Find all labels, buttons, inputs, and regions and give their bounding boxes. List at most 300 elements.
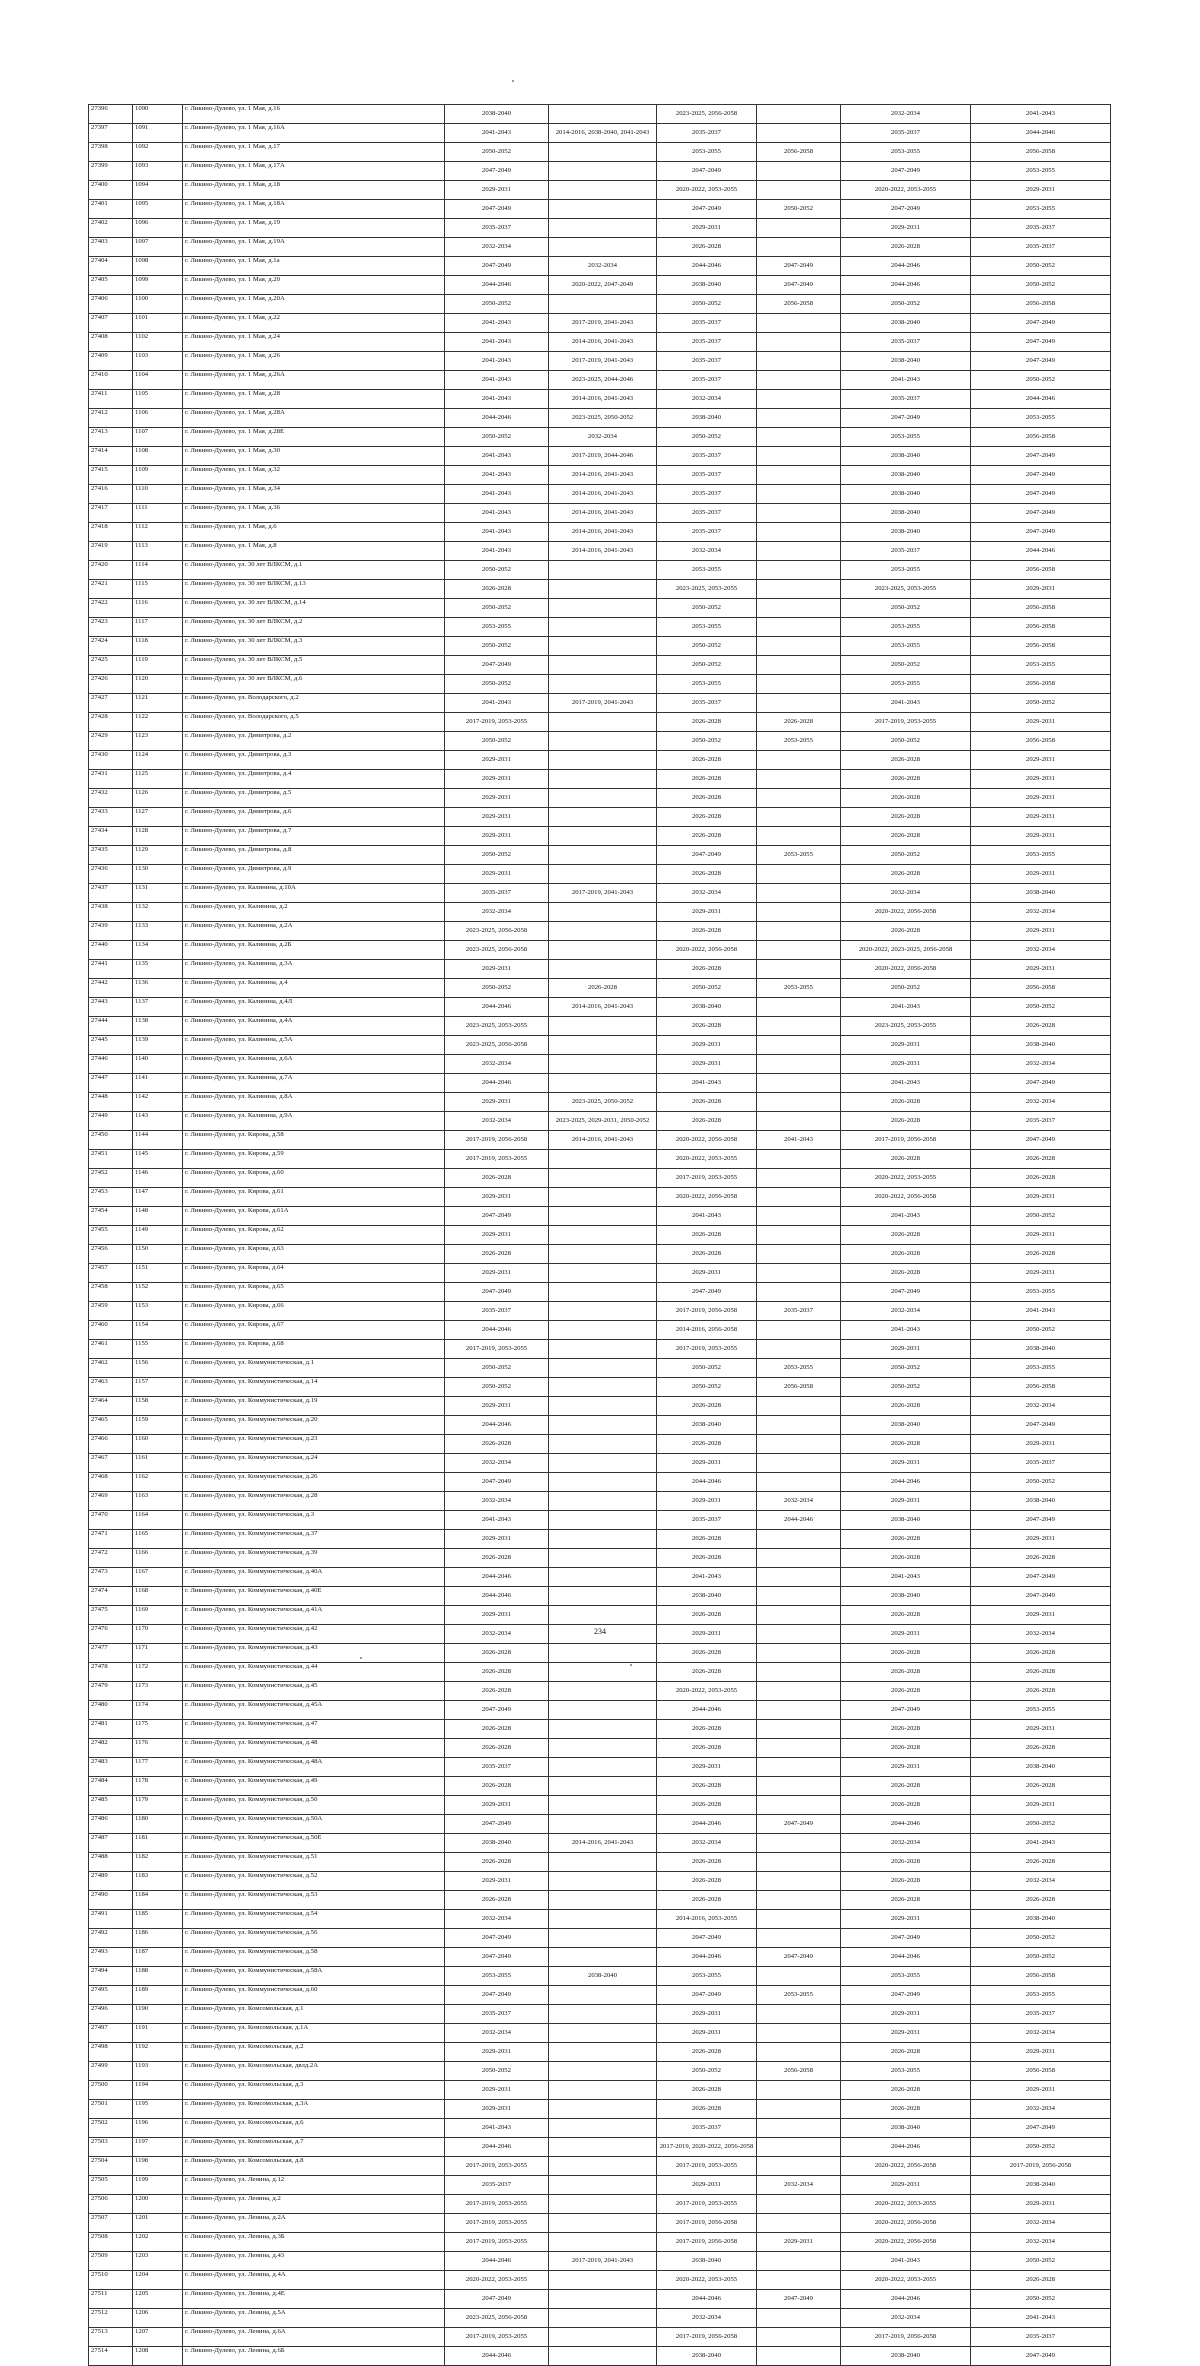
cell-p4: 2035-2037 xyxy=(757,1302,841,1321)
cell-p4: 2056-2058 xyxy=(757,1378,841,1397)
cell-p3: 2020-2022, 2053-2055 xyxy=(657,1150,757,1169)
cell-p4 xyxy=(757,637,841,656)
cell-address: г. Ликино-Дулево, ул. Коммунистическая, д.23 xyxy=(183,1435,445,1454)
cell-p1: 2029-2031 xyxy=(445,2043,549,2062)
cell-p1: 2050-2052 xyxy=(445,2062,549,2081)
cell-address: г. Ликино-Дулево, ул. Калинина, д.2 xyxy=(183,903,445,922)
cell-p3: 2020-2022, 2053-2055 xyxy=(657,181,757,200)
cell-address: г. Ликино-Дулево, ул. 30 лет ВЛКСМ, д.13 xyxy=(183,580,445,599)
cell-address: г. Ликино-Дулево, ул. Коммунистическая, д.20 xyxy=(183,1416,445,1435)
cell-id: 27457 xyxy=(89,1264,133,1283)
table-row xyxy=(89,1150,1111,1169)
cell-n: 1153 xyxy=(133,1302,183,1321)
cell-n: 1157 xyxy=(133,1378,183,1397)
cell-n: 1170 xyxy=(133,1625,183,1644)
cell-id: 27480 xyxy=(89,1701,133,1720)
cell-id: 27486 xyxy=(89,1815,133,1834)
cell-p4 xyxy=(757,1568,841,1587)
cell-p6: 2029-2031 xyxy=(971,2081,1111,2100)
cell-address: г. Ликино-Дулево, ул. Комсомольская, д.3 xyxy=(183,2081,445,2100)
cell-p1: 2032-2034 xyxy=(445,1492,549,1511)
cell-address: г. Ликино-Дулево, ул. 1 Мая, д.20А xyxy=(183,295,445,314)
cell-p3: 2026-2028 xyxy=(657,1549,757,1568)
cell-address: г. Ликино-Дулево, ул. Коммунистическая, д.1 xyxy=(183,1359,445,1378)
cell-p2: 2014-2016, 2041-2043 xyxy=(549,542,657,561)
cell-id: 27462 xyxy=(89,1359,133,1378)
cell-id: 27446 xyxy=(89,1055,133,1074)
cell-id: 27425 xyxy=(89,656,133,675)
cell-p1: 2050-2052 xyxy=(445,428,549,447)
cell-p5: 2026-2028 xyxy=(841,2043,971,2062)
table-row xyxy=(89,637,1111,656)
cell-p1: 2029-2031 xyxy=(445,1188,549,1207)
cell-p2 xyxy=(549,1587,657,1606)
cell-p4 xyxy=(757,1055,841,1074)
cell-id: 27396 xyxy=(89,105,133,124)
cell-n: 1182 xyxy=(133,1853,183,1872)
cell-p3: 2053-2055 xyxy=(657,1967,757,1986)
cell-p3: 2053-2055 xyxy=(657,675,757,694)
cell-n: 1127 xyxy=(133,808,183,827)
cell-p1: 2017-2019, 2053-2055 xyxy=(445,2233,549,2252)
cell-p4 xyxy=(757,2119,841,2138)
cell-p6: 2050-2052 xyxy=(971,371,1111,390)
table-row xyxy=(89,998,1111,1017)
cell-p6: 2044-2046 xyxy=(971,124,1111,143)
cell-id: 27456 xyxy=(89,1245,133,1264)
cell-p4: 2053-2055 xyxy=(757,846,841,865)
cell-address: г. Ликино-Дулево, ул. 1 Мая, д.22 xyxy=(183,314,445,333)
cell-p3: 2035-2037 xyxy=(657,1511,757,1530)
cell-p2 xyxy=(549,238,657,257)
cell-p4: 2044-2046 xyxy=(757,1511,841,1530)
cell-p3: 2017-2019, 2056-2058 xyxy=(657,1302,757,1321)
cell-p3: 2041-2043 xyxy=(657,1207,757,1226)
cell-p2 xyxy=(549,1511,657,1530)
cell-id: 27401 xyxy=(89,200,133,219)
cell-address: г. Ликино-Дулево, ул. Коммунистическая, д.14 xyxy=(183,1378,445,1397)
cell-p3: 2035-2037 xyxy=(657,371,757,390)
cell-n: 1173 xyxy=(133,1682,183,1701)
table-row xyxy=(89,865,1111,884)
cell-p1: 2017-2019, 2053-2055 xyxy=(445,1150,549,1169)
cell-p4 xyxy=(757,2309,841,2328)
cell-n: 1143 xyxy=(133,1112,183,1131)
cell-p5: 2026-2028 xyxy=(841,1796,971,1815)
cell-id: 27397 xyxy=(89,124,133,143)
cell-p6: 2032-2034 xyxy=(971,2024,1111,2043)
cell-p1: 2044-2046 xyxy=(445,1587,549,1606)
cell-p3: 2044-2046 xyxy=(657,257,757,276)
cell-address: г. Ликино-Дулево, ул. Комсомольская, д.8 xyxy=(183,2157,445,2176)
cell-p6: 2035-2037 xyxy=(971,2328,1111,2347)
cell-n: 1200 xyxy=(133,2195,183,2214)
cell-id: 27461 xyxy=(89,1340,133,1359)
cell-p4 xyxy=(757,1226,841,1245)
table-row xyxy=(89,1283,1111,1302)
cell-n: 1114 xyxy=(133,561,183,580)
cell-p6: 2053-2055 xyxy=(971,162,1111,181)
cell-p5: 2026-2028 xyxy=(841,1150,971,1169)
table-row xyxy=(89,2138,1111,2157)
cell-p6: 2041-2043 xyxy=(971,1834,1111,1853)
cell-p1: 2026-2028 xyxy=(445,1853,549,1872)
cell-p3: 2050-2052 xyxy=(657,1378,757,1397)
cell-n: 1175 xyxy=(133,1720,183,1739)
cell-p2 xyxy=(549,903,657,922)
cell-p6: 2050-2052 xyxy=(971,1815,1111,1834)
cell-p5: 2053-2055 xyxy=(841,637,971,656)
cell-p4 xyxy=(757,2328,841,2347)
table-row xyxy=(89,1511,1111,1530)
cell-p3: 2038-2040 xyxy=(657,409,757,428)
table-row xyxy=(89,124,1111,143)
cell-address: г. Ликино-Дулево, ул. Комсомольская, д.6 xyxy=(183,2119,445,2138)
cell-p6: 2032-2034 xyxy=(971,2214,1111,2233)
cell-address: г. Ликино-Дулево, ул. Ленина, д.6А xyxy=(183,2328,445,2347)
cell-address: г. Ликино-Дулево, ул. Калинина, д.4 xyxy=(183,979,445,998)
cell-p4 xyxy=(757,561,841,580)
cell-p5: 2047-2049 xyxy=(841,1929,971,1948)
table-row xyxy=(89,1454,1111,1473)
cell-address: г. Ликино-Дулево, ул. Коммунистическая, д.40Е xyxy=(183,1587,445,1606)
cell-p5: 2029-2031 xyxy=(841,2005,971,2024)
cell-n: 1164 xyxy=(133,1511,183,1530)
cell-address: г. Ликино-Дулево, ул. 30 лет ВЛКСМ, д.14 xyxy=(183,599,445,618)
cell-p1: 2032-2034 xyxy=(445,1625,549,1644)
cell-n: 1126 xyxy=(133,789,183,808)
cell-p3: 2032-2034 xyxy=(657,542,757,561)
cell-p1: 2035-2037 xyxy=(445,219,549,238)
cell-n: 1120 xyxy=(133,675,183,694)
cell-p6: 2032-2034 xyxy=(971,1625,1111,1644)
cell-address: г. Ликино-Дулево, ул. Димитрова, д.7 xyxy=(183,827,445,846)
cell-p3: 2044-2046 xyxy=(657,1815,757,1834)
cell-p3: 2053-2055 xyxy=(657,561,757,580)
table-row xyxy=(89,2005,1111,2024)
cell-p4 xyxy=(757,1853,841,1872)
cell-p1: 2041-2043 xyxy=(445,694,549,713)
cell-p2 xyxy=(549,1492,657,1511)
cell-p2 xyxy=(549,2309,657,2328)
cell-p2 xyxy=(549,2005,657,2024)
cell-p5: 2050-2052 xyxy=(841,599,971,618)
table-row xyxy=(89,409,1111,428)
cell-p2 xyxy=(549,2138,657,2157)
cell-p5: 2041-2043 xyxy=(841,371,971,390)
cell-p4 xyxy=(757,1245,841,1264)
cell-p6: 2029-2031 xyxy=(971,1264,1111,1283)
cell-p3: 2029-2031 xyxy=(657,903,757,922)
table-row xyxy=(89,1986,1111,2005)
cell-p4 xyxy=(757,2252,841,2271)
cell-address: г. Ликино-Дулево, ул. Кирова, д.61А xyxy=(183,1207,445,1226)
cell-p1: 2047-2049 xyxy=(445,1929,549,1948)
cell-p5: 2026-2028 xyxy=(841,827,971,846)
table-row xyxy=(89,561,1111,580)
cell-p4 xyxy=(757,2043,841,2062)
cell-p2 xyxy=(549,105,657,124)
cell-n: 1163 xyxy=(133,1492,183,1511)
cell-p5: 2035-2037 xyxy=(841,124,971,143)
cell-id: 27407 xyxy=(89,314,133,333)
cell-id: 27447 xyxy=(89,1074,133,1093)
cell-p6: 2026-2028 xyxy=(971,2271,1111,2290)
cell-p1: 2047-2049 xyxy=(445,1207,549,1226)
cell-p5: 2029-2031 xyxy=(841,1340,971,1359)
cell-address: г. Ликино-Дулево, ул. Володарского, д.5 xyxy=(183,713,445,732)
cell-id: 27423 xyxy=(89,618,133,637)
cell-p5: 2029-2031 xyxy=(841,1036,971,1055)
cell-p4: 2032-2034 xyxy=(757,2176,841,2195)
cell-p5: 2035-2037 xyxy=(841,333,971,352)
table-row xyxy=(89,580,1111,599)
cell-p5: 2026-2028 xyxy=(841,808,971,827)
cell-id: 27469 xyxy=(89,1492,133,1511)
cell-address: г. Ликино-Дулево, ул. Калинина, д.2Б xyxy=(183,941,445,960)
cell-p1: 2017-2019, 2053-2055 xyxy=(445,2195,549,2214)
cell-p2 xyxy=(549,181,657,200)
cell-id: 27458 xyxy=(89,1283,133,1302)
cell-p3: 2038-2040 xyxy=(657,276,757,295)
cell-address: г. Ликино-Дулево, ул. 1 Мая, д.8 xyxy=(183,542,445,561)
cell-p5: 2026-2028 xyxy=(841,1872,971,1891)
table-row xyxy=(89,1967,1111,1986)
table-row xyxy=(89,1036,1111,1055)
cell-p6: 2056-2058 xyxy=(971,599,1111,618)
cell-address: г. Ликино-Дулево, ул. Калинина, д.10А xyxy=(183,884,445,903)
table-row xyxy=(89,2100,1111,2119)
cell-address: г. Ликино-Дулево, ул. Ленина, д.3Б xyxy=(183,2233,445,2252)
cell-p6: 2035-2037 xyxy=(971,1454,1111,1473)
cell-p3: 2035-2037 xyxy=(657,124,757,143)
cell-p3: 2026-2028 xyxy=(657,1739,757,1758)
cell-p2 xyxy=(549,2271,657,2290)
cell-p5: 2053-2055 xyxy=(841,561,971,580)
cell-p5: 2026-2028 xyxy=(841,922,971,941)
cell-p4 xyxy=(757,485,841,504)
table-row xyxy=(89,143,1111,162)
cell-address: г. Ликино-Дулево, ул. 1 Мая, д.28 xyxy=(183,390,445,409)
cell-p3: 2044-2046 xyxy=(657,1473,757,1492)
cell-p4: 2047-2049 xyxy=(757,2290,841,2309)
cell-p3: 2050-2052 xyxy=(657,295,757,314)
cell-p6: 2029-2031 xyxy=(971,1796,1111,1815)
cell-p2 xyxy=(549,1321,657,1340)
cell-p2 xyxy=(549,2290,657,2309)
cell-p5: 2053-2055 xyxy=(841,618,971,637)
cell-p6: 2029-2031 xyxy=(971,713,1111,732)
cell-p4 xyxy=(757,1834,841,1853)
cell-n: 1136 xyxy=(133,979,183,998)
cell-address: г. Ликино-Дулево, ул. Ленина, д.5А xyxy=(183,2309,445,2328)
cell-p1: 2026-2028 xyxy=(445,1644,549,1663)
cell-p5: 2041-2043 xyxy=(841,1321,971,1340)
cell-p3: 2017-2019, 2056-2058 xyxy=(657,2328,757,2347)
cell-address: г. Ликино-Дулево, ул. Коммунистическая, д.39 xyxy=(183,1549,445,1568)
cell-p4 xyxy=(757,1549,841,1568)
cell-p6: 2017-2019, 2056-2058 xyxy=(971,2157,1111,2176)
cell-n: 1172 xyxy=(133,1663,183,1682)
cell-p1: 2047-2049 xyxy=(445,1701,549,1720)
cell-p5: 2023-2025, 2053-2055 xyxy=(841,1017,971,1036)
cell-p1: 2044-2046 xyxy=(445,1321,549,1340)
cell-p6: 2029-2031 xyxy=(971,789,1111,808)
cell-address: г. Ликино-Дулево, ул. Коммунистическая, д.51 xyxy=(183,1853,445,1872)
cell-p2 xyxy=(549,675,657,694)
table-row xyxy=(89,371,1111,390)
cell-p3: 2026-2028 xyxy=(657,789,757,808)
table-row xyxy=(89,466,1111,485)
cell-p4 xyxy=(757,960,841,979)
table-row xyxy=(89,1131,1111,1150)
table-row xyxy=(89,523,1111,542)
cell-p1: 2050-2052 xyxy=(445,143,549,162)
cell-p5: 2041-2043 xyxy=(841,1207,971,1226)
cell-n: 1161 xyxy=(133,1454,183,1473)
cell-p1: 2050-2052 xyxy=(445,561,549,580)
cell-p6: 2029-2031 xyxy=(971,865,1111,884)
cell-p3: 2026-2028 xyxy=(657,1435,757,1454)
cell-id: 27499 xyxy=(89,2062,133,2081)
table-row xyxy=(89,1663,1111,1682)
cell-p2 xyxy=(549,143,657,162)
cell-p3: 2050-2052 xyxy=(657,732,757,751)
cell-id: 27490 xyxy=(89,1891,133,1910)
cell-p3: 2017-2019, 2053-2055 xyxy=(657,2195,757,2214)
cell-p3: 2035-2037 xyxy=(657,466,757,485)
table-row xyxy=(89,162,1111,181)
cell-p3: 2029-2031 xyxy=(657,1055,757,1074)
cell-p1: 2017-2019, 2053-2055 xyxy=(445,2328,549,2347)
cell-p2 xyxy=(549,1701,657,1720)
cell-p2 xyxy=(549,1036,657,1055)
cell-p5: 2038-2040 xyxy=(841,523,971,542)
cell-p2: 2023-2025, 2050-2052 xyxy=(549,409,657,428)
cell-p6: 2047-2049 xyxy=(971,1074,1111,1093)
cell-p5: 2050-2052 xyxy=(841,1378,971,1397)
cell-n: 1142 xyxy=(133,1093,183,1112)
cell-p6: 2056-2058 xyxy=(971,1967,1111,1986)
cell-p6: 2056-2058 xyxy=(971,675,1111,694)
cell-p1: 2041-2043 xyxy=(445,371,549,390)
cell-address: г. Ликино-Дулево, ул. 1 Мая, д.28А xyxy=(183,409,445,428)
cell-p6: 2026-2028 xyxy=(971,1739,1111,1758)
cell-p5: 2026-2028 xyxy=(841,1226,971,1245)
cell-p1: 2047-2049 xyxy=(445,200,549,219)
cell-p1: 2032-2034 xyxy=(445,2024,549,2043)
cell-address: г. Ликино-Дулево, ул. Коммунистическая, д.50Е xyxy=(183,1834,445,1853)
cell-p1: 2044-2046 xyxy=(445,2138,549,2157)
cell-id: 27506 xyxy=(89,2195,133,2214)
cell-p1: 2026-2028 xyxy=(445,1245,549,1264)
cell-id: 27484 xyxy=(89,1777,133,1796)
cell-address: г. Ликино-Дулево, ул. Димитрова, д.4 xyxy=(183,770,445,789)
cell-address: г. Ликино-Дулево, ул. 1 Мая, д.19 xyxy=(183,219,445,238)
table-row xyxy=(89,1739,1111,1758)
cell-p4 xyxy=(757,2195,841,2214)
cell-p2 xyxy=(549,1188,657,1207)
cell-p4 xyxy=(757,1701,841,1720)
cell-id: 27481 xyxy=(89,1720,133,1739)
cell-p4 xyxy=(757,314,841,333)
cell-n: 1158 xyxy=(133,1397,183,1416)
cell-p5: 2026-2028 xyxy=(841,770,971,789)
cell-p6: 2050-2052 xyxy=(971,1948,1111,1967)
table-row xyxy=(89,219,1111,238)
cell-id: 27509 xyxy=(89,2252,133,2271)
cell-p1: 2020-2022, 2053-2055 xyxy=(445,2271,549,2290)
cell-p1: 2026-2028 xyxy=(445,1720,549,1739)
cell-p5: 2020-2022, 2053-2055 xyxy=(841,2271,971,2290)
cell-p6: 2053-2055 xyxy=(971,409,1111,428)
cell-p3: 2035-2037 xyxy=(657,333,757,352)
cell-p4 xyxy=(757,1169,841,1188)
cell-p4: 2053-2055 xyxy=(757,979,841,998)
cell-address: г. Ликино-Дулево, ул. Коммунистическая, д.42 xyxy=(183,1625,445,1644)
cell-p2 xyxy=(549,713,657,732)
cell-p4 xyxy=(757,542,841,561)
cell-p1: 2017-2019, 2053-2055 xyxy=(445,2157,549,2176)
cell-id: 27421 xyxy=(89,580,133,599)
cell-p5: 2026-2028 xyxy=(841,751,971,770)
cell-p3: 2026-2028 xyxy=(657,1891,757,1910)
cell-p1: 2029-2031 xyxy=(445,770,549,789)
cell-id: 27470 xyxy=(89,1511,133,1530)
cell-p5: 2029-2031 xyxy=(841,1625,971,1644)
cell-p5: 2038-2040 xyxy=(841,2347,971,2366)
cell-p3: 2047-2049 xyxy=(657,1283,757,1302)
cell-p3: 2032-2034 xyxy=(657,2309,757,2328)
cell-p5: 2041-2043 xyxy=(841,2252,971,2271)
cell-p6: 2053-2055 xyxy=(971,846,1111,865)
cell-address: г. Ликино-Дулево, ул. Коммунистическая, д.58А xyxy=(183,1967,445,1986)
cell-p2: 2032-2034 xyxy=(549,428,657,447)
cell-p2 xyxy=(549,1682,657,1701)
cell-p6: 2056-2058 xyxy=(971,2062,1111,2081)
cell-p6: 2056-2058 xyxy=(971,428,1111,447)
cell-n: 1115 xyxy=(133,580,183,599)
cell-n: 1171 xyxy=(133,1644,183,1663)
cell-address: г. Ликино-Дулево, ул. Кирова, д.66 xyxy=(183,1302,445,1321)
cell-p6: 2050-2052 xyxy=(971,2138,1111,2157)
cell-p1: 2029-2031 xyxy=(445,827,549,846)
cell-id: 27482 xyxy=(89,1739,133,1758)
cell-p5: 2044-2046 xyxy=(841,276,971,295)
cell-p3: 2026-2028 xyxy=(657,2081,757,2100)
cell-address: г. Ликино-Дулево, ул. Коммунистическая, д.50А xyxy=(183,1815,445,1834)
cell-p6: 2053-2055 xyxy=(971,200,1111,219)
cell-p6: 2050-2052 xyxy=(971,2290,1111,2309)
cell-p2 xyxy=(549,1207,657,1226)
cell-id: 27406 xyxy=(89,295,133,314)
cell-p2: 2023-2025, 2029-2031, 2050-2052 xyxy=(549,1112,657,1131)
cell-p1: 2026-2028 xyxy=(445,1549,549,1568)
scan-speck xyxy=(512,80,514,82)
cell-p2 xyxy=(549,2176,657,2195)
cell-address: г. Ликино-Дулево, ул. Ленина, д.12 xyxy=(183,2176,445,2195)
cell-p1: 2032-2034 xyxy=(445,903,549,922)
cell-address: г. Ликино-Дулево, ул. 1 Мая, д.16А xyxy=(183,124,445,143)
cell-n: 1104 xyxy=(133,371,183,390)
cell-n: 1141 xyxy=(133,1074,183,1093)
table-row xyxy=(89,1397,1111,1416)
cell-address: г. Ликино-Дулево, ул. 30 лет ВЛКСМ, д.1 xyxy=(183,561,445,580)
cell-p2: 2014-2016, 2041-2043 xyxy=(549,390,657,409)
table-row xyxy=(89,1701,1111,1720)
cell-address: г. Ликино-Дулево, ул. Коммунистическая, д.56 xyxy=(183,1929,445,1948)
cell-p3: 2026-2028 xyxy=(657,827,757,846)
